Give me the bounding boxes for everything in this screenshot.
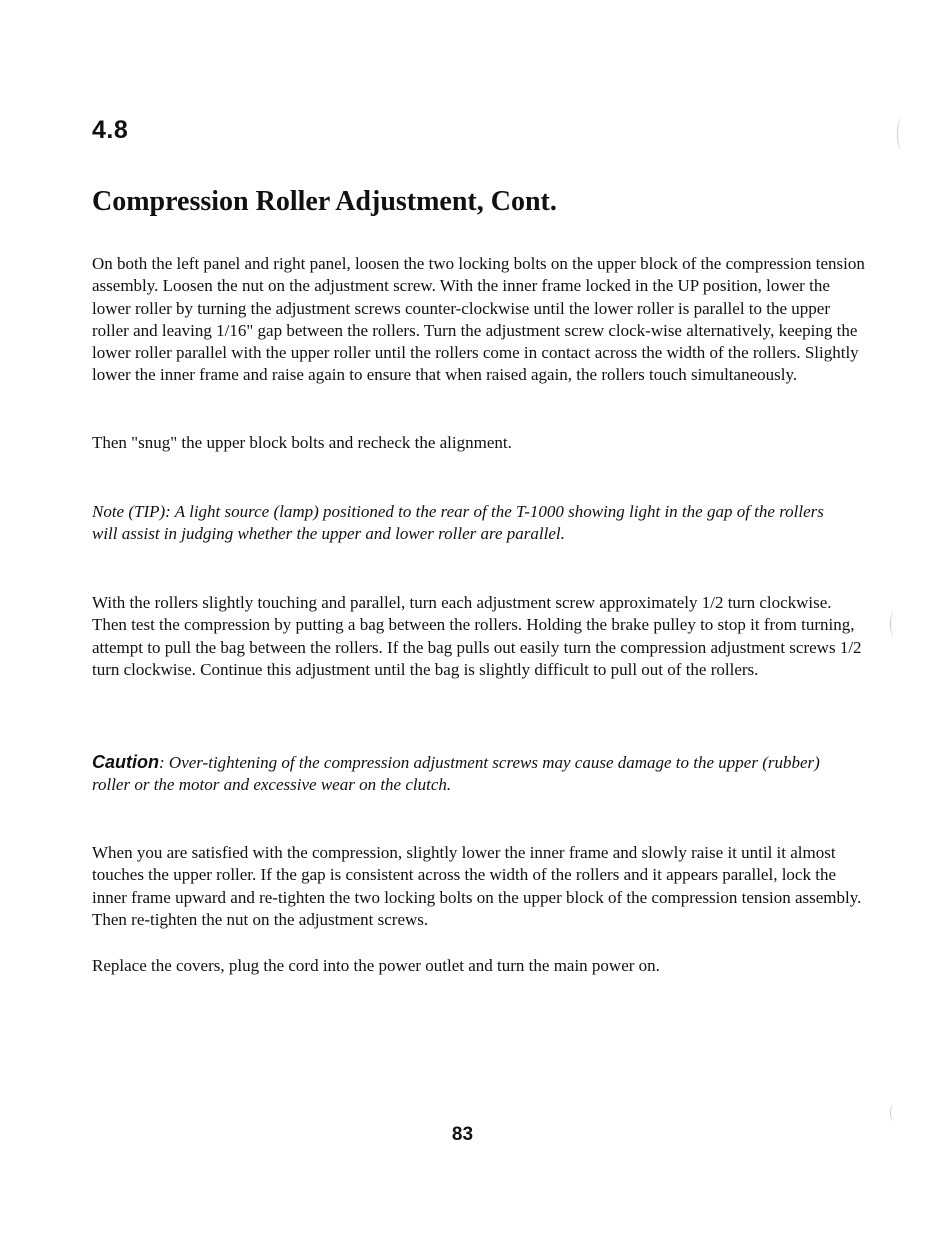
- scan-artifact: [890, 612, 897, 636]
- caution-label: Caution: [92, 752, 159, 772]
- scan-artifact: [897, 118, 906, 150]
- paragraph-test-compression: With the rollers slightly touching and parallel, turn each adjustment screw approximately 1/2 turn clockwise. Then test the compression by putting a bag between the rollers. Holding the brake pulley to stop it from turning, attempt to pull the bag between the rollers. If the bag pulls out easily turn the compression adjustment screws 1/2 turn clockwise. Continue this adjustment until the bag is slightly difficult to pull out of the rollers.: [92, 593, 862, 679]
- scan-artifact: [890, 1105, 896, 1121]
- caution-note: [92, 751, 852, 797]
- page-number: 83: [451, 1124, 474, 1145]
- section-number: 4.8: [92, 116, 129, 144]
- paragraph-final-adjustment: When you are satisfied with the compression, slightly lower the inner frame and slowly raise it until it almost touches the upper roller. If the gap is consistent across the width of the rollers and it appears parallel, lock the inner frame upward and re-tighten the two locking bolts on the upper block of the compression tension assembly. Then re-tighten the nut on the adjustment screws.: [92, 843, 862, 929]
- paragraph-snug-bolts: Then "snug" the upper block bolts and recheck the alignment.: [92, 433, 512, 452]
- paragraph-loosen-bolts: On both the left panel and right panel, loosen the two locking bolts on the upper block of the compression tension assembly. Loosen the nut on the adjustment screw. With the inner frame locked in the UP position, lower the lower roller by turning the adjustment screws counter-clockwise until the lower roller is parallel to the upper roller and leaving 1/16" gap between the rollers. Turn the adjustment screw clock-wise alternatively, keeping the lower roller parallel with the upper roller until the rollers come in contact across the width of the rollers. Slightly lower the inner frame and raise again to ensure that when raised again, the rollers touch simultaneously.: [92, 254, 865, 385]
- tip-note: Note (TIP): A light source (lamp) positioned to the rear of the T-1000 showing light in the gap of the rollers will assist in judging whether the upper and lower roller are parallel.: [92, 502, 824, 544]
- page-title: Compression Roller Adjustment, Cont.: [92, 186, 557, 217]
- paragraph-replace-covers: Replace the covers, plug the cord into the power outlet and turn the main power on.: [92, 956, 660, 975]
- caution-text: : Over-tightening of the compression adjustment screws may cause damage to the upper (rubber) roller or the motor and excessive wear on the clutch.: [92, 753, 820, 795]
